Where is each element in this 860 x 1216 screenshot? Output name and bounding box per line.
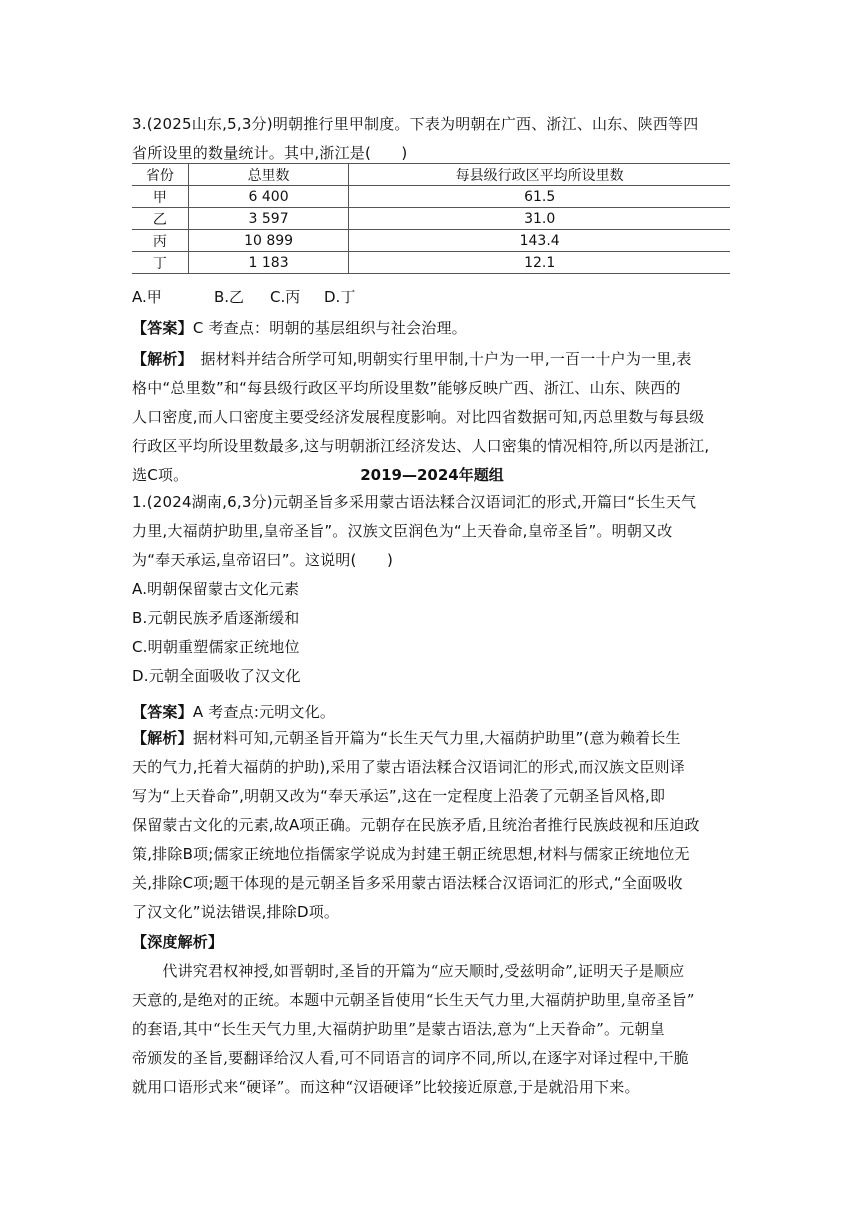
- table-cell: 61.5: [349, 186, 730, 208]
- q1-option-b: B.元朝民族矛盾逐渐缓和: [132, 609, 300, 627]
- analysis-line: 了汉文化”说法错误,排除D项。: [132, 903, 340, 921]
- province-li-table: [132, 163, 730, 274]
- q1-option-a: A.明朝保留蒙古文化元素: [132, 580, 300, 598]
- deep-analysis: [132, 957, 732, 1102]
- table-cell: 12.1: [349, 252, 730, 274]
- table-header-total: 总里数: [188, 164, 348, 186]
- table-cell: 丁: [132, 252, 188, 274]
- q1-answer: [132, 698, 732, 727]
- deep-analysis-line: 帝颁发的圣旨,要翻译给汉人看,可不同语言的词序不同,所以,在逐字对译过程中,干脆: [132, 1049, 689, 1067]
- deep-analysis-line: 天意的,是绝对的正统。本题中元朝圣旨使用“长生天气力里,大福荫护助里,皇帝圣旨”: [132, 991, 695, 1009]
- deep-analysis-line: 的套语,其中“长生天气力里,大福荫护助里”是蒙古语法,意为“上天眷命”。元朝皇: [132, 1020, 665, 1038]
- analysis-tag: 【解析】: [132, 729, 193, 747]
- answer-tag: 【答案】: [132, 319, 193, 337]
- q3-option-a: A.甲: [132, 288, 162, 306]
- table-header-average: 每县级行政区平均所设里数: [349, 164, 730, 186]
- q1-stem-line: 为“奉天承运,皇帝诏曰”。这说明( ): [132, 551, 394, 569]
- table-cell: 10 899: [188, 230, 348, 252]
- q1-stem: [132, 488, 732, 575]
- table-cell: 3 597: [188, 208, 348, 230]
- answer-tag: 【答案】: [132, 703, 193, 721]
- analysis-line: 写为“上天眷命”,明朝又改为“奉天承运”,这在一定程度上沿袭了元朝圣旨风格,即: [132, 787, 666, 805]
- table-row: [132, 252, 730, 274]
- table-row: [132, 208, 730, 230]
- q1-analysis: [132, 724, 732, 927]
- q3-stem-line: 省所设里的数量统计。其中,浙江是( ): [132, 144, 408, 162]
- deep-analysis-line: 代讲究君权神授,如晋朝时,圣旨的开篇为“应天顺时,受兹明命”,证明天子是顺应: [132, 962, 685, 980]
- q1-options: [132, 575, 732, 691]
- analysis-line: 行政区平均所设里数最多,这与明朝浙江经济发达、人口密集的情况相符,所以丙是浙江,: [132, 437, 710, 455]
- analysis-tag: 【解析】: [132, 350, 186, 368]
- q3-option-c: C.丙: [270, 288, 301, 306]
- analysis-line: 据材料可知,元朝圣旨开篇为“长生天气力里,大福荫护助里”(意为赖着长生: [192, 729, 681, 747]
- analysis-line: 人口密度,而人口密度主要受经济发展程度影响。对比四省数据可知,丙总里数与每县级: [132, 408, 705, 426]
- table-header-province: 省份: [132, 164, 188, 186]
- table-cell: 乙: [132, 208, 188, 230]
- table-cell: 143.4: [349, 230, 730, 252]
- q1-stem-line: 1.(2024湖南,6,3分)元朝圣旨多采用蒙古语法糅合汉语词汇的形式,开篇曰“长生天气: [132, 493, 697, 511]
- table-cell: 31.0: [349, 208, 730, 230]
- q1-option-c: C.明朝重塑儒家正统地位: [132, 638, 300, 656]
- table-cell: 甲: [132, 186, 188, 208]
- table-cell: 6 400: [188, 186, 348, 208]
- analysis-line: 关,排除C项;题干体现的是元朝圣旨多采用蒙古语法糅合汉语词汇的形式,“全面吸收: [132, 874, 683, 892]
- analysis-line: 据材料并结合所学可知,明朝实行里甲制,十户为一甲,一百一十户为一里,表: [185, 350, 692, 368]
- deep-analysis-line: 就用口语形式来“硬译”。而这种“汉语硬译”比较接近原意,于是就沿用下来。: [132, 1078, 640, 1096]
- q3-options: [132, 285, 355, 309]
- table-cell: 丙: [132, 230, 188, 252]
- analysis-line: 天的气力,托着大福荫的护助),采用了蒙古语法糅合汉语词汇的形式,而汉族文臣则译: [132, 758, 685, 776]
- answer-text: A 考查点:元明文化。: [192, 703, 336, 721]
- q3-stem-line: 3.(2025山东,5,3分)明朝推行里甲制度。下表为明朝在广西、浙江、山东、陕西等四: [132, 115, 699, 133]
- deep-analysis-heading: [132, 928, 732, 957]
- analysis-line: 选C项。: [132, 466, 189, 484]
- table-header-row: [132, 164, 730, 186]
- q3-option-b: B.乙: [214, 288, 245, 306]
- table-row: [132, 230, 730, 252]
- q1-stem-line: 力里,大福荫护助里,皇帝圣旨”。汉族文臣润色为“上天眷命,皇帝圣旨”。明朝又改: [132, 522, 673, 540]
- table-row: [132, 186, 730, 208]
- q3-answer: [132, 314, 732, 343]
- answer-text: C 考查点：明朝的基层组织与社会治理。: [192, 319, 467, 337]
- q1-option-d: D.元朝全面吸收了汉文化: [132, 667, 301, 685]
- analysis-line: 保留蒙古文化的元素,故A项正确。元朝存在民族矛盾,且统治者推行民族歧视和压迫政: [132, 816, 700, 834]
- q3-option-d: D.丁: [324, 288, 356, 306]
- analysis-line: 格中“总里数”和“每县级行政区平均所设里数”能够反映广西、浙江、山东、陕西的: [132, 379, 681, 397]
- analysis-line: 策,排除B项;儒家正统地位指儒家学说成为封建王朝正统思想,材料与儒家正统地位无: [132, 845, 690, 863]
- section-heading: 2019—2024年题组: [360, 466, 504, 484]
- deep-analysis-tag: 【深度解析】: [132, 933, 224, 951]
- table-cell: 1 183: [188, 252, 348, 274]
- q3-stem: [132, 110, 732, 168]
